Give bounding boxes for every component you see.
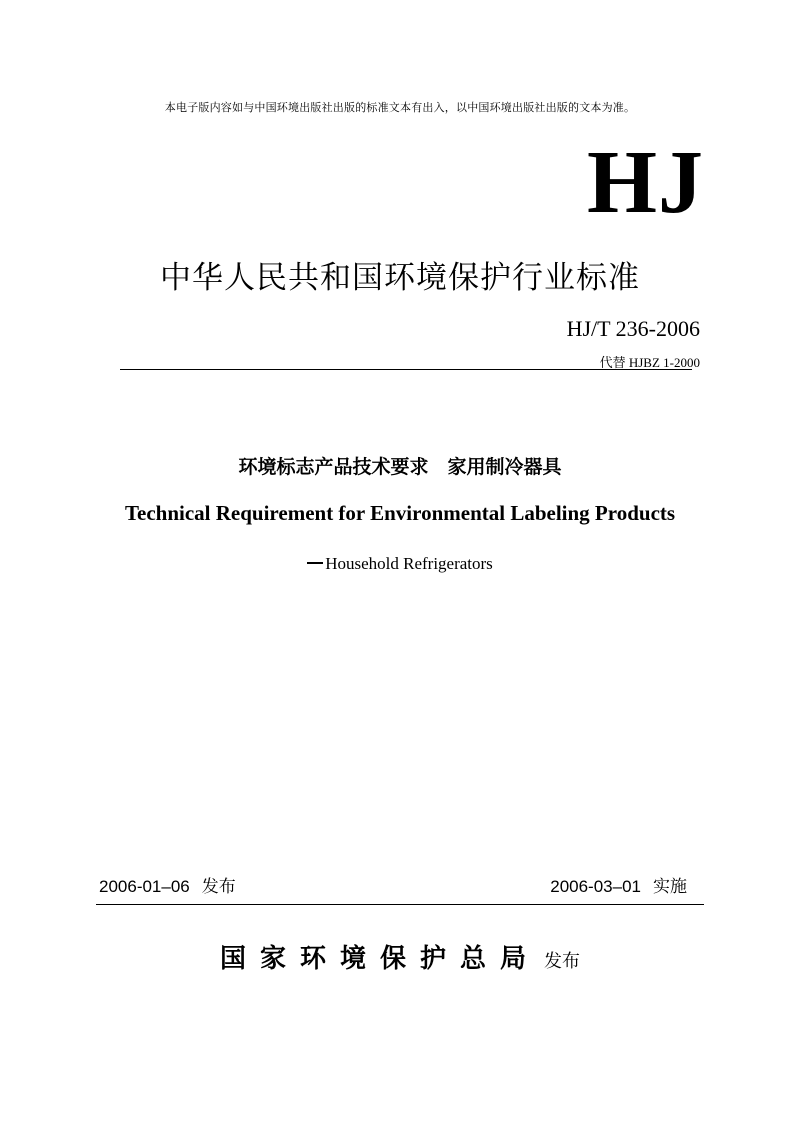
effective-date	[550, 872, 687, 897]
issue-date-label: 发布	[201, 877, 236, 897]
effective-date-value: 2006-03–01	[550, 877, 641, 896]
document-title-cn: 环境标志产品技术要求 家用制冷器具	[238, 456, 562, 478]
footer-divider	[96, 904, 704, 905]
hj-logo: HJ	[586, 133, 704, 232]
issuer-name: 国家环境保护总局	[219, 944, 540, 974]
issue-date-value: 2006-01–06	[99, 877, 190, 896]
standard-number: HJ/T 236-2006	[566, 316, 700, 341]
document-subtitle-en	[0, 554, 800, 574]
standard-category: 中华人民共和国环境保护行业标准	[160, 260, 640, 296]
replaces-label: 代替	[599, 356, 626, 371]
issue-date	[99, 872, 236, 897]
issuer-line	[0, 938, 800, 975]
subtitle-text: Household Refrigerators	[325, 554, 493, 573]
header-divider	[120, 369, 692, 370]
em-dash-mark	[307, 562, 323, 564]
issuer-label: 发布	[544, 951, 580, 972]
document-title-en: Technical Requirement for Environmental Labeling Products	[124, 501, 676, 525]
disclaimer-notice: 本电子版内容如与中国环境出版社出版的标准文本有出入，以中国环境出版社出版的文本为准。	[164, 101, 636, 114]
replaces-number: HJBZ 1-2000	[628, 355, 700, 370]
effective-date-label: 实施	[653, 877, 687, 897]
